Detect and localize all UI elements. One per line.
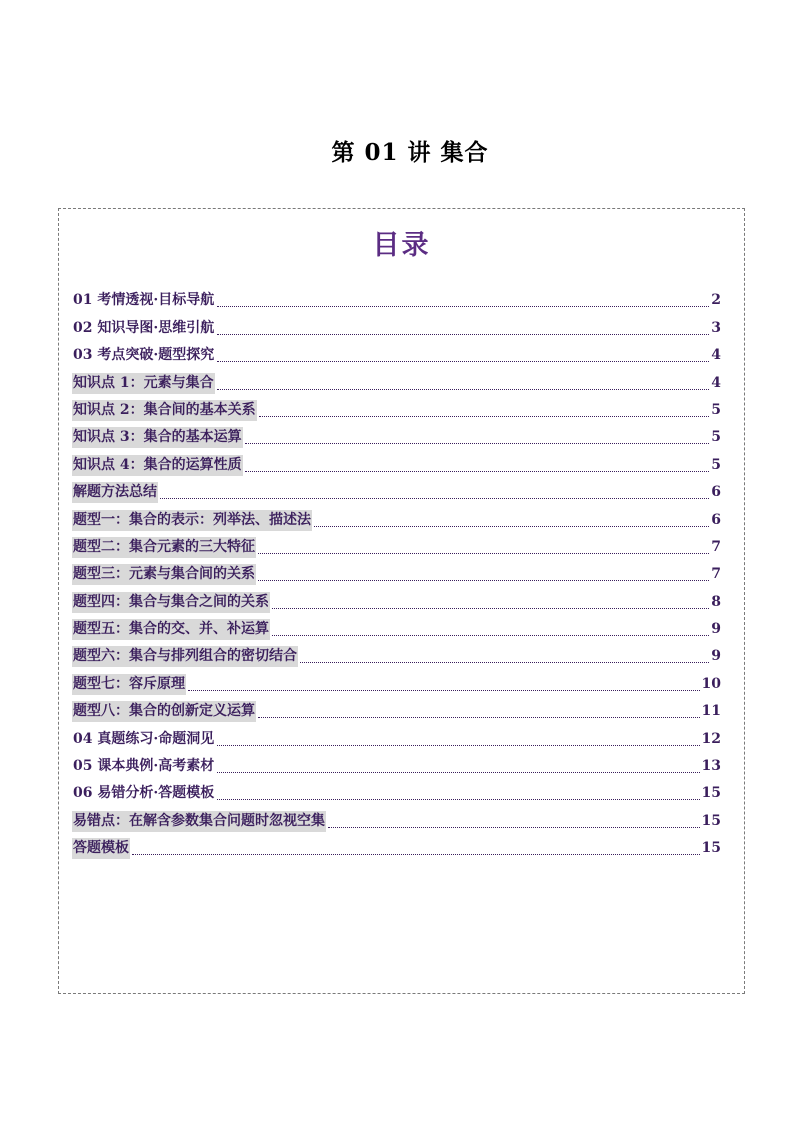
toc-dot-leader xyxy=(272,608,709,609)
toc-entry-label[interactable]: 03 考点突破·题型探究 xyxy=(73,347,215,364)
toc-dot-leader xyxy=(160,498,709,499)
toc-dot-leader xyxy=(188,690,700,691)
toc-entry-label[interactable]: 02 知识导图·思维引航 xyxy=(73,319,215,336)
toc-entry-label[interactable]: 答题模板 xyxy=(72,838,130,859)
toc-entry[interactable] xyxy=(72,750,721,777)
toc-dot-leader xyxy=(217,389,710,390)
toc-entry[interactable] xyxy=(72,722,721,749)
toc-entry-label[interactable]: 题型一：集合的表示：列举法、描述法 xyxy=(72,510,312,531)
toc-entry-page-number: 4 xyxy=(711,347,721,364)
toc-entry-page-number: 5 xyxy=(711,401,721,418)
toc-dot-leader xyxy=(258,553,709,554)
toc-entry-label[interactable]: 知识点 2：集合间的基本关系 xyxy=(72,400,257,421)
toc-entry-page-number: 6 xyxy=(711,484,721,501)
toc-entry-page-number: 4 xyxy=(711,374,721,391)
toc-box xyxy=(58,208,745,994)
toc-entry[interactable] xyxy=(72,394,721,421)
toc-entry-label[interactable]: 题型七：容斥原理 xyxy=(72,674,186,695)
toc-list xyxy=(72,284,721,859)
toc-entry-label[interactable]: 题型六：集合与排列组合的密切结合 xyxy=(72,646,298,667)
toc-entry[interactable] xyxy=(72,613,721,640)
toc-entry-page-number: 9 xyxy=(711,621,721,638)
toc-entry-page-number: 10 xyxy=(701,675,721,692)
toc-entry[interactable] xyxy=(72,503,721,530)
toc-entry-label[interactable]: 知识点 3：集合的基本运算 xyxy=(72,427,243,448)
toc-entry[interactable] xyxy=(72,476,721,503)
toc-entry-label[interactable]: 01 考情透视·目标导航 xyxy=(73,292,215,309)
toc-dot-leader xyxy=(217,799,699,800)
toc-entry[interactable] xyxy=(72,777,721,804)
toc-entry-label[interactable]: 知识点 1：元素与集合 xyxy=(72,373,215,394)
toc-entry-page-number: 7 xyxy=(711,566,721,583)
toc-entry-label[interactable]: 04 真题练习·命题洞见 xyxy=(73,730,215,747)
toc-entry-page-number: 6 xyxy=(711,511,721,528)
toc-dot-leader xyxy=(217,334,709,335)
toc-dot-leader xyxy=(217,745,699,746)
toc-entry[interactable] xyxy=(72,585,721,612)
toc-entry-page-number: 3 xyxy=(711,319,721,336)
toc-entry-page-number: 11 xyxy=(701,703,721,720)
toc-entry-page-number: 8 xyxy=(711,593,721,610)
toc-entry-page-number: 7 xyxy=(711,538,721,555)
toc-dot-leader xyxy=(217,361,709,362)
toc-heading: 目录 xyxy=(372,230,431,261)
toc-entry-page-number: 5 xyxy=(711,456,721,473)
toc-entry-page-number: 12 xyxy=(701,730,721,747)
toc-dot-leader xyxy=(245,471,710,472)
toc-entry[interactable] xyxy=(72,695,721,722)
toc-dot-leader xyxy=(314,526,709,527)
toc-entry-label[interactable]: 05 课本典例·高考素材 xyxy=(73,758,215,775)
toc-entry-page-number: 2 xyxy=(711,292,721,309)
toc-dot-leader xyxy=(258,580,709,581)
page-title: 第 01 讲 集合 xyxy=(331,139,489,166)
toc-entry[interactable] xyxy=(72,284,721,311)
toc-entry-label[interactable]: 06 易错分析·答题模板 xyxy=(73,785,215,802)
toc-entry-label[interactable]: 知识点 4：集合的运算性质 xyxy=(72,455,243,476)
toc-dot-leader xyxy=(300,662,709,663)
toc-dot-leader xyxy=(132,854,700,855)
toc-entry-label[interactable]: 题型五：集合的交、并、补运算 xyxy=(72,619,270,640)
toc-entry-page-number: 15 xyxy=(701,840,721,857)
toc-entry-label[interactable]: 题型四：集合与集合之间的关系 xyxy=(72,592,270,613)
toc-entry[interactable] xyxy=(72,366,721,393)
toc-entry-label[interactable]: 题型八：集合的创新定义运算 xyxy=(72,701,256,722)
toc-entry[interactable] xyxy=(72,448,721,475)
toc-entry-label[interactable]: 解题方法总结 xyxy=(72,482,158,503)
toc-entry-page-number: 13 xyxy=(701,758,721,775)
toc-entry[interactable] xyxy=(72,832,721,859)
toc-dot-leader xyxy=(258,717,700,718)
toc-entry[interactable] xyxy=(72,339,721,366)
toc-dot-leader xyxy=(245,443,710,444)
toc-entry-label[interactable]: 题型二：集合元素的三大特征 xyxy=(72,537,256,558)
toc-entry-label[interactable]: 题型三：元素与集合间的关系 xyxy=(72,564,256,585)
toc-dot-leader xyxy=(259,416,710,417)
toc-entry[interactable] xyxy=(72,667,721,694)
toc-entry-label[interactable]: 易错点：在解含参数集合问题时忽视空集 xyxy=(72,811,326,832)
toc-dot-leader xyxy=(217,306,709,307)
toc-dot-leader xyxy=(217,772,699,773)
toc-entry[interactable] xyxy=(72,421,721,448)
toc-entry[interactable] xyxy=(72,531,721,558)
toc-entry[interactable] xyxy=(72,311,721,338)
toc-entry-page-number: 9 xyxy=(711,648,721,665)
toc-dot-leader xyxy=(272,635,709,636)
toc-entry[interactable] xyxy=(72,640,721,667)
toc-entry[interactable] xyxy=(72,804,721,831)
toc-entry-page-number: 5 xyxy=(711,429,721,446)
toc-dot-leader xyxy=(328,827,700,828)
toc-entry-page-number: 15 xyxy=(701,785,721,802)
toc-entry[interactable] xyxy=(72,558,721,585)
toc-entry-page-number: 15 xyxy=(701,812,721,829)
